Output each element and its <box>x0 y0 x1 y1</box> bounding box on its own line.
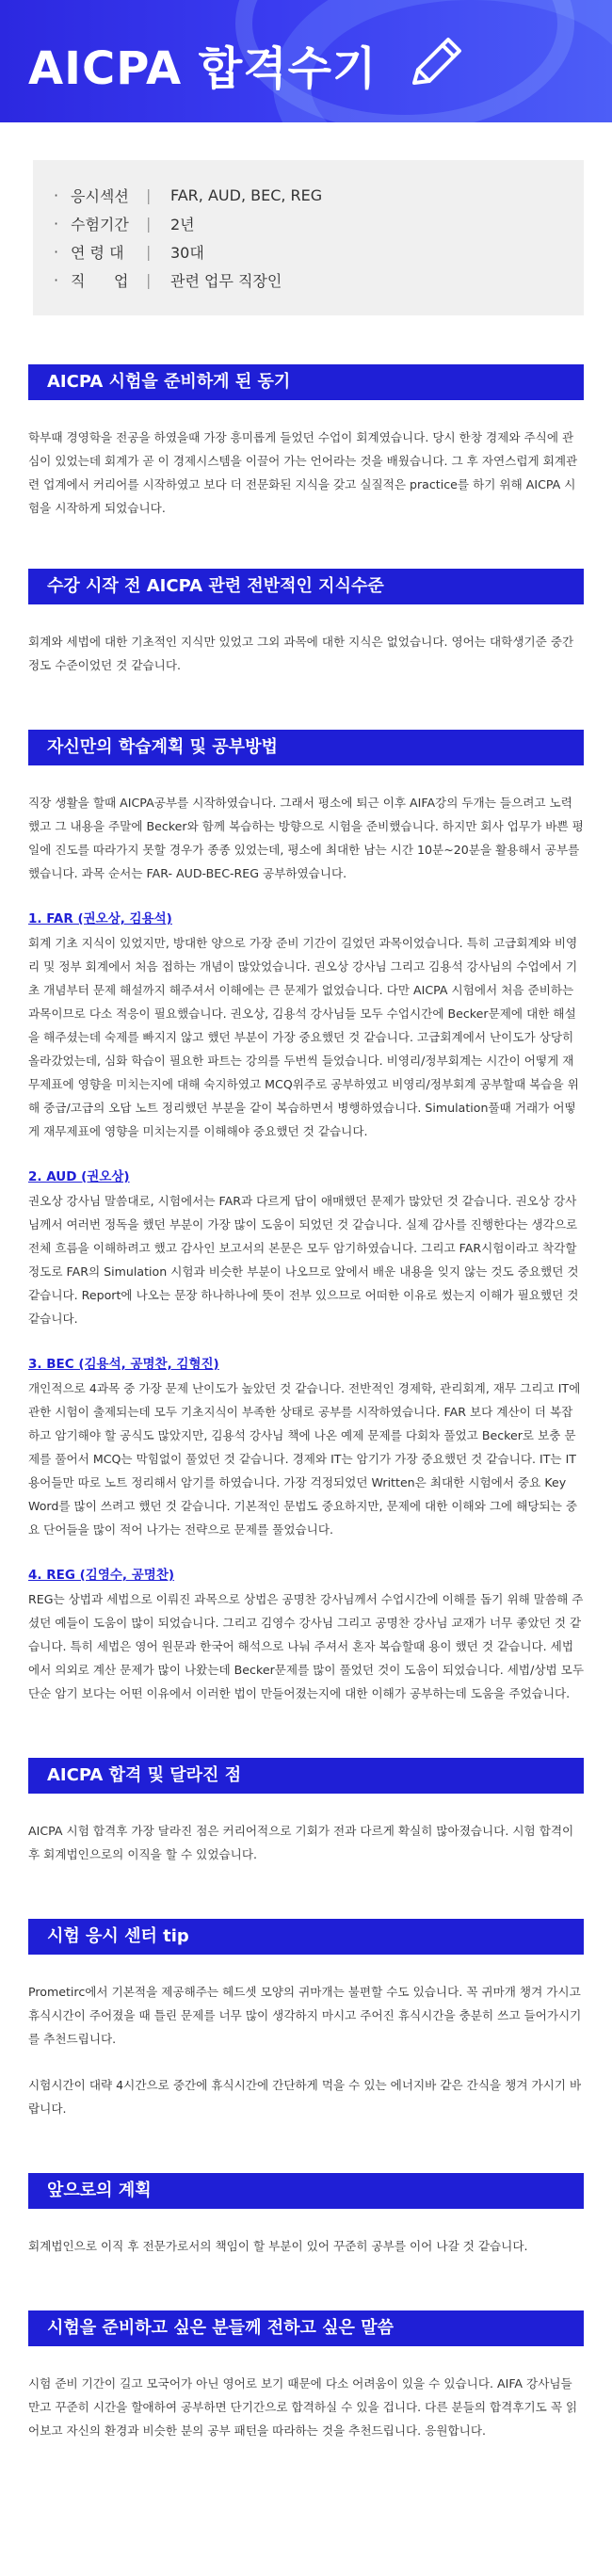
section <box>0 730 612 1705</box>
section-heading: 시험 응시 센터 tip <box>28 1919 584 1955</box>
section-paragraph: 시험 준비 기간이 길고 모국어가 아닌 영어로 보기 때문에 다소 어려움이 있을 수 있습니다. AIFA 강사님들 만고 꾸준히 시간을 할애하여 공부하면 단기간으로 합격하실 수 있을 겁니다. 다른 분들의 합격후기도 꼭 읽어보고 자신의 환경과 비슷한 분의 공부 패턴을 따라하는 것을 추천드립니다. 응원합니다. <box>28 2376 578 2438</box>
section-paragraph: 학부때 경영학을 전공을 하였을때 가장 흥미롭게 들었던 수업이 회계였습니다. 당시 한창 경제와 주식에 관심이 있었는데 회계가 곧 이 경제시스템을 이끌어 가는 언어라는 것을 배웠습니다. 그 후 자연스럽게 회계관련 업계에서 커리어를 시작하였고 보다 더 전문화된 지식을 갖고 실질적은 practice를 하기 위해 AICPA 시험을 시작하게 되었습니다. <box>28 430 578 515</box>
section <box>0 569 612 677</box>
divider: | <box>146 242 152 261</box>
article-body <box>0 364 612 2442</box>
section-heading: AICPA 시험을 준비하게 된 동기 <box>28 364 584 400</box>
pencil-icon <box>407 34 465 90</box>
section-paragraph: Prometirc에서 기본적을 제공해주는 헤드셋 모양의 귀마개는 불편할 수도 있습니다. 꼭 귀마개 챙겨 가시고 휴식시간이 주어졌을 때 틀린 문제를 너무 많이 생각하지 마시고 주어진 휴식시간을 충분히 쓰고 들어가시기를 추천드립니다. <box>28 1985 582 2046</box>
info-value: 30대 <box>170 243 204 262</box>
bullet-icon: · <box>54 270 59 289</box>
section <box>0 364 612 520</box>
subject-paragraph: 권오상 강사님 말씀대로, 시험에서는 FAR과 다르게 답이 애매했던 문제가 많았던 것 같습니다. 권오상 강사님께서 여러번 정독을 했던 부분이 가장 많이 도움이 되었던 것 같습니다. 실제 감사를 진행한다는 생각으로 전체 흐름을 이해하려고 했고 감사인 보고서의 본문은 모두 암기하였습니다. 그리고 FAR시험이라고 착각할 정도로 FAR의 Simulation 시험과 비슷한 부분이 나오므로 앞에서 배운 내용을 잊지 않는 것도 중요했던 것 같습니다. Report에 나오는 문장 하나하나에 뜻이 전부 있으므로 어떠한 이유로 썼는지 이해가 필요했던 것 같습니다. <box>28 1194 579 1326</box>
subject-title: 4. REG (김영수, 공명찬) <box>28 1568 175 1583</box>
info-value: FAR, AUD, BEC, REG <box>170 185 323 204</box>
subject-paragraph: 회계 기초 지식이 있었지만, 방대한 양으로 가장 준비 기간이 길었던 과목이었습니다. 특히 고급회계와 비영리 및 정부 회계에서 처음 접하는 개념이 많았었습니다. 권오상 강사님 그리고 김용석 강사님의 수업에서 기초 개념부터 문제 해설까지 해주셔서 이해에는 큰 문제가 없었습니다. 다만 AICPA 시험에서 처음 준비하는 과목이므로 다소 적응이 필요했습니다. 권오상, 김용석 강사님들 모두 수업시간에 Becker문제에 대한 해설을 해주셨는데 숙제를 빠지지 않고 했던 부분이 가장 중요했던 것 같습니다. 고급회계에서 난이도가 상당히 올라갔었는데, 심화 학습이 필요한 파트는 강의를 두번씩 들었습니다. 비영리/정부회계는 시간이 어떻게 재무제표에 영향을 미치는지에 대해 숙지하였고 MCQ위주로 공부하였고 비영리/정부회계 공부할때 복습을 위해 중급/고급의 오답 노트 정리했던 부분을 같이 복습하면서 병행하였습니다. Simulation풀때 거래가 어떻게 재무제표에 영향을 미치는지를 이해해야 중요했던 것 같습니다. <box>28 936 579 1138</box>
subject-paragraph: REG는 상법과 세법으로 이뤄진 과목으로 상법은 공명찬 강사님께서 수업시간에 이해를 돕기 위해 말씀해 주셨던 예들이 도움이 많이 되었습니다. 그리고 김영수 강사님 그리고 공명찬 강사님 교재가 너무 좋았던 것 같습니다. 특히 세법은 영어 원문과 한국어 해석으로 나눠 주셔서 혼자 복습할때 용이 했던 것 같습니다. 세법에서 의외로 계산 문제가 많이 나왔는데 Becker문제를 많이 풀었던 것이 도움이 되었습니다. 세법/상법 모두 단순 암기 보다는 어떤 이유에서 이러한 법이 만들어졌는지에 대한 이해가 공부하는데 도움을 주었습니다. <box>28 1592 584 1700</box>
section-paragraph: AICPA 시험 합격후 가장 달라진 점은 커리어적으로 기회가 전과 다르게 확실히 많아졌습니다. 시험 합격이후 회계법인으로의 이직을 할 수 있었습니다. <box>28 1824 574 1861</box>
section-heading: 시험을 준비하고 싶은 분들께 전하고 싶은 말씀 <box>28 2310 584 2346</box>
hero-banner <box>0 0 612 122</box>
info-row <box>54 266 584 294</box>
bullet-icon: · <box>54 185 59 204</box>
section-paragraph: 회계법인으로 이직 후 전문가로서의 책임이 할 부분이 있어 꾸준히 공부를 이어 나갈 것 같습니다. <box>28 2239 528 2253</box>
section-paragraph: 시험시간이 대략 4시간으로 중간에 휴식시간에 간단하게 먹을 수 있는 에너지바 같은 간식을 챙겨 가시기 바랍니다. <box>28 2078 582 2116</box>
divider: | <box>146 185 152 204</box>
info-label: 연 령 대 <box>71 243 124 262</box>
info-label: 직 업 <box>71 271 129 290</box>
section-heading: 앞으로의 계획 <box>28 2173 584 2209</box>
subject-title: 1. FAR (권오상, 김용석) <box>28 911 172 926</box>
section-paragraph: 직장 생활을 할때 AICPA공부를 시작하였습니다. 그래서 평소에 퇴근 이후 AIFA강의 두개는 들으려고 노력했고 그 내용을 주말에 Becker와 함께 복습하는 방향으로 시험을 준비했습니다. 하지만 회사 업무가 바쁜 평일에 진도를 따라가지 못할 경우가 종종 있었는데, 평소에 최대한 남는 시간 10분~20분을 활용해서 공부를 했습니다. 과목 순서는 FAR- AUD-BEC-REG 공부하였습니다. <box>28 796 584 880</box>
subject-title: 3. BEC (김용석, 공명찬, 김형진) <box>28 1357 219 1372</box>
section-paragraph: 회계와 세법에 대한 기초적인 지식만 있었고 그외 과목에 대한 지식은 없었습니다. 영어는 대학생기준 중간정도 수준이었던 것 같습니다. <box>28 635 574 672</box>
info-value: 관련 업무 직장인 <box>170 271 282 290</box>
subject-title: 2. AUD (권오상) <box>28 1169 130 1184</box>
info-row <box>54 209 584 237</box>
section-heading: 자신만의 학습계획 및 공부방법 <box>28 730 584 765</box>
section <box>0 1919 612 2120</box>
divider: | <box>146 270 152 289</box>
page-title: AICPA 합격수기 <box>28 42 378 95</box>
section <box>0 2173 612 2258</box>
section <box>0 2310 612 2442</box>
info-row <box>54 237 584 266</box>
bullet-icon: · <box>54 214 59 233</box>
section-heading: AICPA 합격 및 달라진 점 <box>28 1758 584 1794</box>
divider: | <box>146 214 152 233</box>
bullet-icon: · <box>54 242 59 261</box>
section-heading: 수강 시작 전 AICPA 관련 전반적인 지식수준 <box>28 569 584 604</box>
section <box>0 1758 612 1866</box>
info-label: 수험기간 <box>71 215 129 233</box>
profile-info-box <box>33 160 584 315</box>
info-value: 2년 <box>170 215 195 233</box>
subject-paragraph: 개인적으로 4과목 중 가장 문제 난이도가 높았던 것 같습니다. 전반적인 경제학, 관리회계, 재무 그리고 IT에 관한 시험이 출제되는데 모두 기초지식이 부족한 상태로 공부를 시작하였습니다. FAR 보다 계산이 더 복잡하고 암기해야 할 공식도 많았지만, 김용석 강사님 책에 나온 예제 문제를 다회차 풀었고 Becker로 보충 문제를 풀어서 MCQ는 막힘없이 풀었던 것 같습니다. 경제와 IT는 암기가 가장 중요했던 것 같습니다. IT는 IT용어들만 따로 노트 정리해서 암기를 하였습니다. 가장 걱정되었던 Written은 최대한 시험에서 중요 Key Word를 많이 쓰려고 했던 것 같습니다. 기본적인 문법도 중요하지만, 문제에 대한 이해와 그에 해당되는 중요 단어들을 많이 적어 나가는 전략으로 문제를 풀었습니다. <box>28 1381 581 1537</box>
info-label: 응시섹션 <box>71 186 129 205</box>
info-row <box>54 181 584 209</box>
